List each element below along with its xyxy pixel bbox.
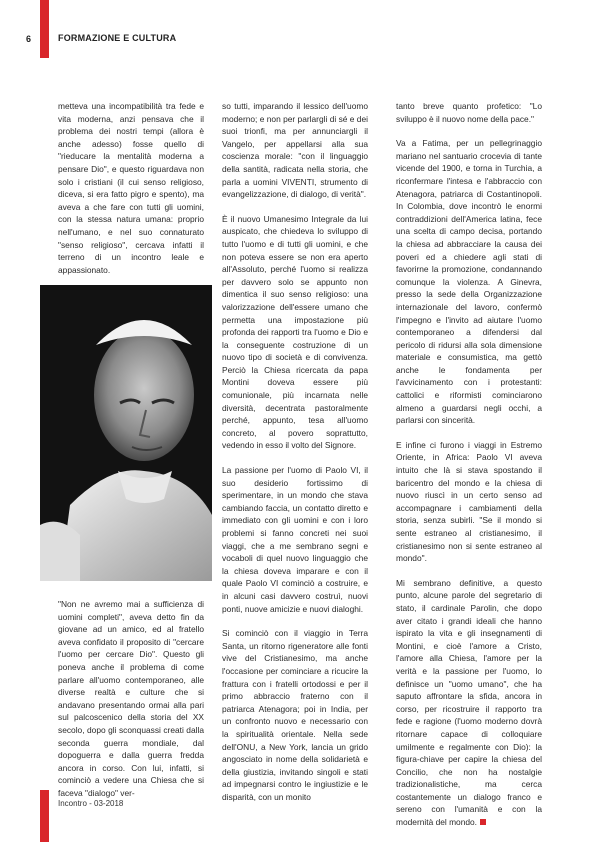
pope-portrait-photo: [40, 285, 212, 581]
section-title: FORMAZIONE E CULTURA: [58, 33, 177, 43]
paragraph: Va a Fatima, per un pellegrinaggio mariano nel santuario crocevia di tante vicende del 1900, e torna in Turchia, a riconfermare l'intesa e l'abbraccio con Atenagora, patriarca di Costantinopoli. In Colombia, dove incontrò le enormi contraddizioni dell'America latina, fece una scelta di campo decisa, portando la chiesa ad abbracciare la causa dei poveri ed a chiedere agli stati di favorirne la promozione, condannando comunque la violenza. A Ginevra, presso la sede della Organizzazione internazionale del lavoro, confermò l'impegno e l'invito ad aiutare l'uomo contemporaneo a difendersi dal pericolo di ridursi alla sola dimensione materiale e consumistica, ma gettò anche le fondamenta per l'avvicinamento con i protestanti: cattolici e riformisti cominciarono almeno a guardarsi negli occhi, a parlarsi con sincerità.: [396, 138, 542, 426]
paragraph: È il nuovo Umanesimo Integrale da lui auspicato, che chiedeva lo sviluppo di tutto l'uomo e di tutti gli uomini, e che non poteva essere se non era aperto all'Assoluto, perché l'uomo si realizza per davvero solo se appunto non dimentica il suo senso religioso: una valorizzazione dell'essere umano che permetta una impostazione più profonda dei rapporti tra l'uomo e Dio e la conseguente costruzione di un nuovo tipo di società e di convivenza. Perciò la Chiesa ricercata da papa Montini doveva essere più comunionale, più incarnata nelle diversità, decentrata pastoralmente perché, appunto, tesa all'uomo concreto, al povero soprattutto, vedendo in esso il volto del Signore.: [222, 213, 368, 451]
header-accent-bar: [40, 0, 49, 58]
paragraph: La passione per l'uomo di Paolo VI, il suo desiderio fortissimo di sperimentare, in un mondo che stava cambiando faccia, un contatto diretto e immediato con gli uomini e con i loro problemi si fanno concreti nei suoi viaggi, che a me sembrano segni e vocaboli di quel nuovo linguaggio che la chiesa doveva imparare e con il quale Paolo VI cominciò a costruire, e in alcuni casi davvero costruì, nuovi ponti, nuove amicizie e nuovi dialoghi.: [222, 465, 368, 614]
column-1-bottom: [58, 598, 204, 812]
end-of-article-icon: [480, 819, 486, 825]
paragraph: tanto breve quanto profetico: "Lo sviluppo è il nuovo nome della pace.": [396, 101, 542, 124]
paragraph: E infine ci furono i viaggi in Estremo Oriente, in Africa: Paolo VI aveva intuito che là si stava spostando il baricentro del mondo e la chiesa di nuovo riuscì in un certo senso ad accompagnare i cambiamenti della storia, senza subirli. "Se il mondo si sente estraneo al cristianesimo, il cristianesimo non si sente estraneo al mondo".: [396, 439, 542, 564]
footer-issue: Incontro - 03-2018: [58, 799, 124, 808]
paragraph: so tutti, imparando il lessico dell'uomo moderno; e non per parlargli di sé e dei suoi trionfi, ma per annunciargli il Vangelo, per appellarsi alla sua coscienza morale: "con il linguaggio della santità, radicata nella storia, che parla a uomini VIVENTI, strumento di evangelizzazione, di dialogo, di verità".: [222, 101, 368, 200]
column-1-top: [58, 100, 204, 288]
portrait-illustration: [40, 285, 212, 581]
paragraph: "Non ne avremo mai a sufficienza di uomini completi", aveva detto fin da giovane ad un amico, ed al fratello aveva confidato il proposito di "cercare l'uomo per cercare Dio". Questo gli poneva anche il problema di come parlare all'uomo contemporaneo, alle diverse realtà e culture che si andavano presentando ormai alla pari sul palcoscenico della storia del XX secolo, dopo gli sconquassi creati dalla seconda guerra mondiale, dal dopoguerra e dalla guerra fredda ancora in corso. Con lui, infatti, si cominciò a vedere una Chiesa che si faceva "dialogo" ver-: [58, 599, 204, 798]
column-2: [222, 100, 368, 815]
final-paragraph: [396, 577, 542, 829]
page-number: 6: [26, 34, 32, 44]
footer-accent-bar: [40, 790, 49, 842]
column-3: [396, 100, 542, 841]
paragraph-text: Mi sembrano definitive, a questo punto, alcune parole del segretario di stato, il cardinale Parolin, che dopo aver citato i grandi ideali che hanno ispirato la vita e gli insegnamenti di Montini, e cioè l'amore a Cristo, l'amore alla Chiesa, l'amore per la verità e la passione per l'uomo, lo definisce un "uomo umano", che ha saputo affrontare la sfida, ancora in corso, per ricostruire il rapporto tra fede e ragione (l'uomo moderno dovrà ritornare capace di colloquiare umilmente e regalmente con Dio): la figura-chiave per capire la chiesa del Concilio, che non ha nostalgie tradizionalistiche, ma cerca costantemente un dialogo franco e sereno con l'umanità e con la modernità del mondo.: [396, 577, 542, 828]
paragraph: Si cominciò con il viaggio in Terra Santa, un ritorno rigeneratore alle fonti vive del Cristianesimo, ma anche l'occasione per cominciare a ricucire la frattura con i fratelli ortodossi e per il primo abbraccio fraterno con il patriarca Atenagora; poi in India, per un confronto nuovo e necessario con la spiritualità orientale. Nella sede dell'ONU, a New York, lancia un grido angosciato in nome della solidarietà e della giustizia, invitando singoli e stati ad impegnarsi contro le ingiustizie e le disparità, con un monito: [222, 628, 368, 802]
paragraph: metteva una incompatibilità tra fede e vita moderna, anzi pensava che il problema dei nostri tempi (allora è anche adesso) fosse quello di "rieducare la mentalità moderna a pensare Dio", e questo riguardava non solo i cristiani (il cui senso religioso, diceva, si era fatto pigro e spento), ma aveva a che fare con tutti gli uomini, con la stessa natura umana: proprio nell'umano, e nel suo connaturato "senso religioso", cercava infatti il terreno di un incontro leale e appassionato.: [58, 101, 204, 275]
